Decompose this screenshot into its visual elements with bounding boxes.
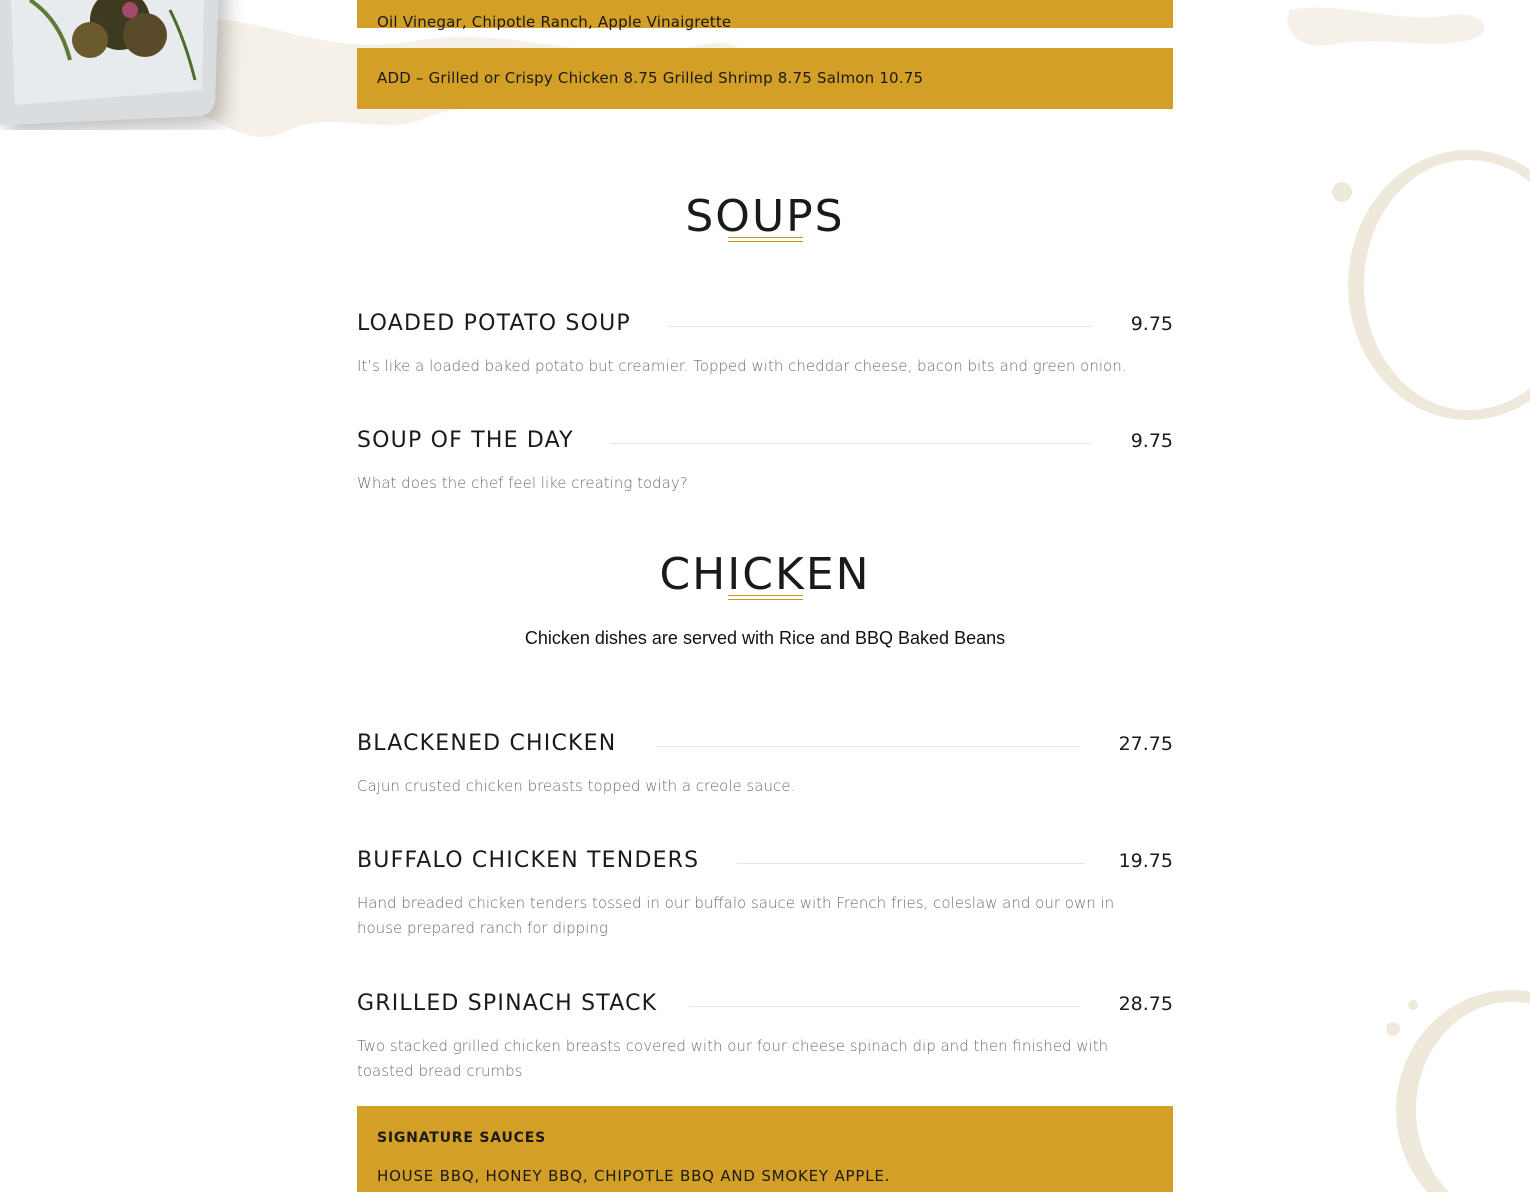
add-protein-banner xyxy=(357,48,1173,109)
menu-item xyxy=(357,989,1173,1080)
coffee-ring-decoration xyxy=(1396,990,1530,1192)
item-price: 9.75 xyxy=(1130,313,1173,335)
menu-item xyxy=(357,426,1173,492)
salad-dressings-banner xyxy=(357,0,1173,31)
food-plate-image xyxy=(0,0,260,130)
section-title-soups: SOUPS xyxy=(685,191,845,242)
sauce-title: SIGNATURE SAUCES xyxy=(377,1130,546,1146)
dotted-separator xyxy=(656,746,1080,747)
item-description: It’s like a loaded baked potato but creamier. Topped with cheddar cheese, bacon bits and green onion. xyxy=(357,357,1127,375)
item-price: 19.75 xyxy=(1118,850,1173,872)
item-description: Hand breaded chicken tenders tossed in our buffalo sauce with French fries, coleslaw and our own in house prepared ranch for dipping xyxy=(357,894,1115,937)
section-title-chicken: CHICKEN xyxy=(659,549,871,600)
item-name: SOUP OF THE DAY xyxy=(357,428,574,453)
item-description: What does the chef feel like creating today? xyxy=(357,474,688,492)
dotted-separator xyxy=(668,326,1092,327)
item-name: LOADED POTATO SOUP xyxy=(357,311,631,336)
item-name: BLACKENED CHICKEN xyxy=(357,731,617,756)
dotted-separator xyxy=(611,443,1092,444)
item-price: 9.75 xyxy=(1130,430,1173,452)
title-underline xyxy=(728,595,803,600)
item-name: GRILLED SPINACH STACK xyxy=(357,991,658,1016)
splash-dot-decoration xyxy=(1332,182,1352,202)
menu-item xyxy=(357,846,1173,937)
coffee-ring-decoration xyxy=(1348,150,1530,420)
splash-dot-decoration xyxy=(1386,1022,1400,1036)
dotted-separator xyxy=(689,1006,1080,1007)
item-name: BUFFALO CHICKEN TENDERS xyxy=(357,848,700,873)
banner-text: ADD – Grilled or Crispy Chicken 8.75 Grilled Shrimp 8.75 Salmon 10.75 xyxy=(377,69,924,87)
signature-sauces-banner xyxy=(357,1106,1173,1192)
splash-dot-decoration xyxy=(1408,1000,1418,1010)
dotted-separator xyxy=(737,863,1085,864)
item-price: 28.75 xyxy=(1118,993,1173,1015)
banner-text: Oil Vinegar, Chipotle Ranch, Apple Vinaigrette xyxy=(377,13,732,31)
section-note: Chicken dishes are served with Rice and BBQ Baked Beans xyxy=(524,628,1006,648)
item-description: Two stacked grilled chicken breasts covered with our four cheese spinach dip and then finished with toasted bread crumbs xyxy=(357,1037,1109,1080)
menu-item xyxy=(357,729,1173,795)
item-description: Cajun crusted chicken breasts topped with a creole sauce. xyxy=(357,777,796,795)
sauce-list: HOUSE BBQ, HONEY BBQ, CHIPOTLE BBQ AND SMOKEY APPLE. xyxy=(377,1167,891,1185)
item-price: 27.75 xyxy=(1118,733,1173,755)
menu-item xyxy=(357,309,1173,375)
title-underline xyxy=(728,237,803,242)
